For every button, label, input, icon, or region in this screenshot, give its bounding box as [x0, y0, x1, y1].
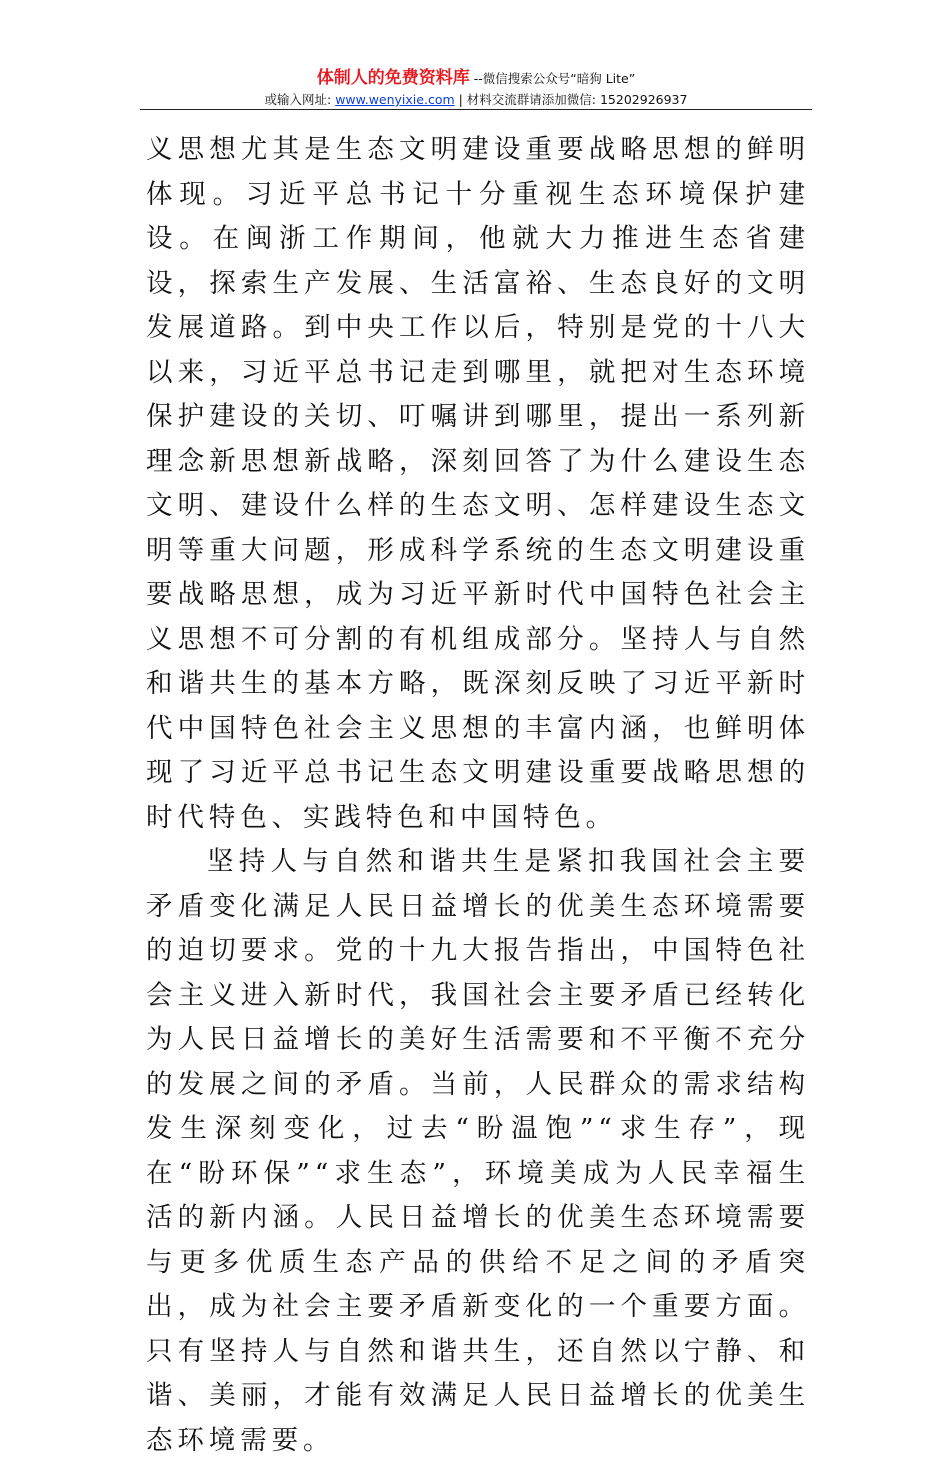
page-header — [140, 68, 812, 109]
header-brand: 体制人的免费资料库 — [316, 68, 470, 88]
header-title-line — [140, 68, 812, 89]
header-tagline: --微信搜索公众号“暗狗 Lite” — [469, 71, 636, 86]
header-contact-line — [140, 91, 812, 109]
header-website-link[interactable]: www.wenyixie.com — [335, 92, 455, 107]
header-divider — [140, 109, 812, 110]
header-contact: | 材料交流群请添加微信: 15202926937 — [454, 92, 688, 107]
paragraph: 坚持人与自然和谐共生是紧扣我国社会主要矛盾变化满足人民日益增长的优美生态环境需要的迫切要求。党的十九大报告指出，中国特色社会主义进入新时代，我国社会主要矛盾已经转化为人民日益增长的美好生活需要和不平衡不充分的发展之间的矛盾。当前，人民群众的需求结构发生深刻变化，过去“盼温饱”“求生存”，现在“盼环保”“求生态”，环境美成为人民幸福生活的新内涵。人民日益增长的优美生态环境需要与更多优质生态产品的供给不足之间的矛盾突出，成为社会主要矛盾新变化的一个重要方面。只有坚持人与自然和谐共生，还自然以宁静、和谐、美丽，才能有效满足人民日益增长的优美生态环境需要。 — [146, 846, 810, 1456]
header-url-prefix: 或输入网址: — [264, 92, 336, 107]
document-body — [146, 128, 810, 1463]
paragraph-continued: 义思想尤其是生态文明建设重要战略思想的鲜明体现。习近平总书记十分重视生态环境保护建设。在闽浙工作期间，他就大力推进生态省建设，探索生产发展、生活富裕、生态良好的文明发展道路。到中央工作以后，特别是党的十八大以来，习近平总书记走到哪里，就把对生态环境保护建设的关切、叮嘱讲到哪里，提出一系列新理念新思想新战略，深刻回答了为什么建设生态文明、建设什么样的生态文明、怎样建设生态文明等重大问题，形成科学系统的生态文明建设重要战略思想，成为习近平新时代中国特色社会主义思想不可分割的有机组成部分。坚持人与自然和谐共生的基本方略，既深刻反映了习近平新时代中国特色社会主义思想的丰富内涵，也鲜明体现了习近平总书记生态文明建设重要战略思想的时代特色、实践特色和中国特色。 — [146, 134, 810, 833]
